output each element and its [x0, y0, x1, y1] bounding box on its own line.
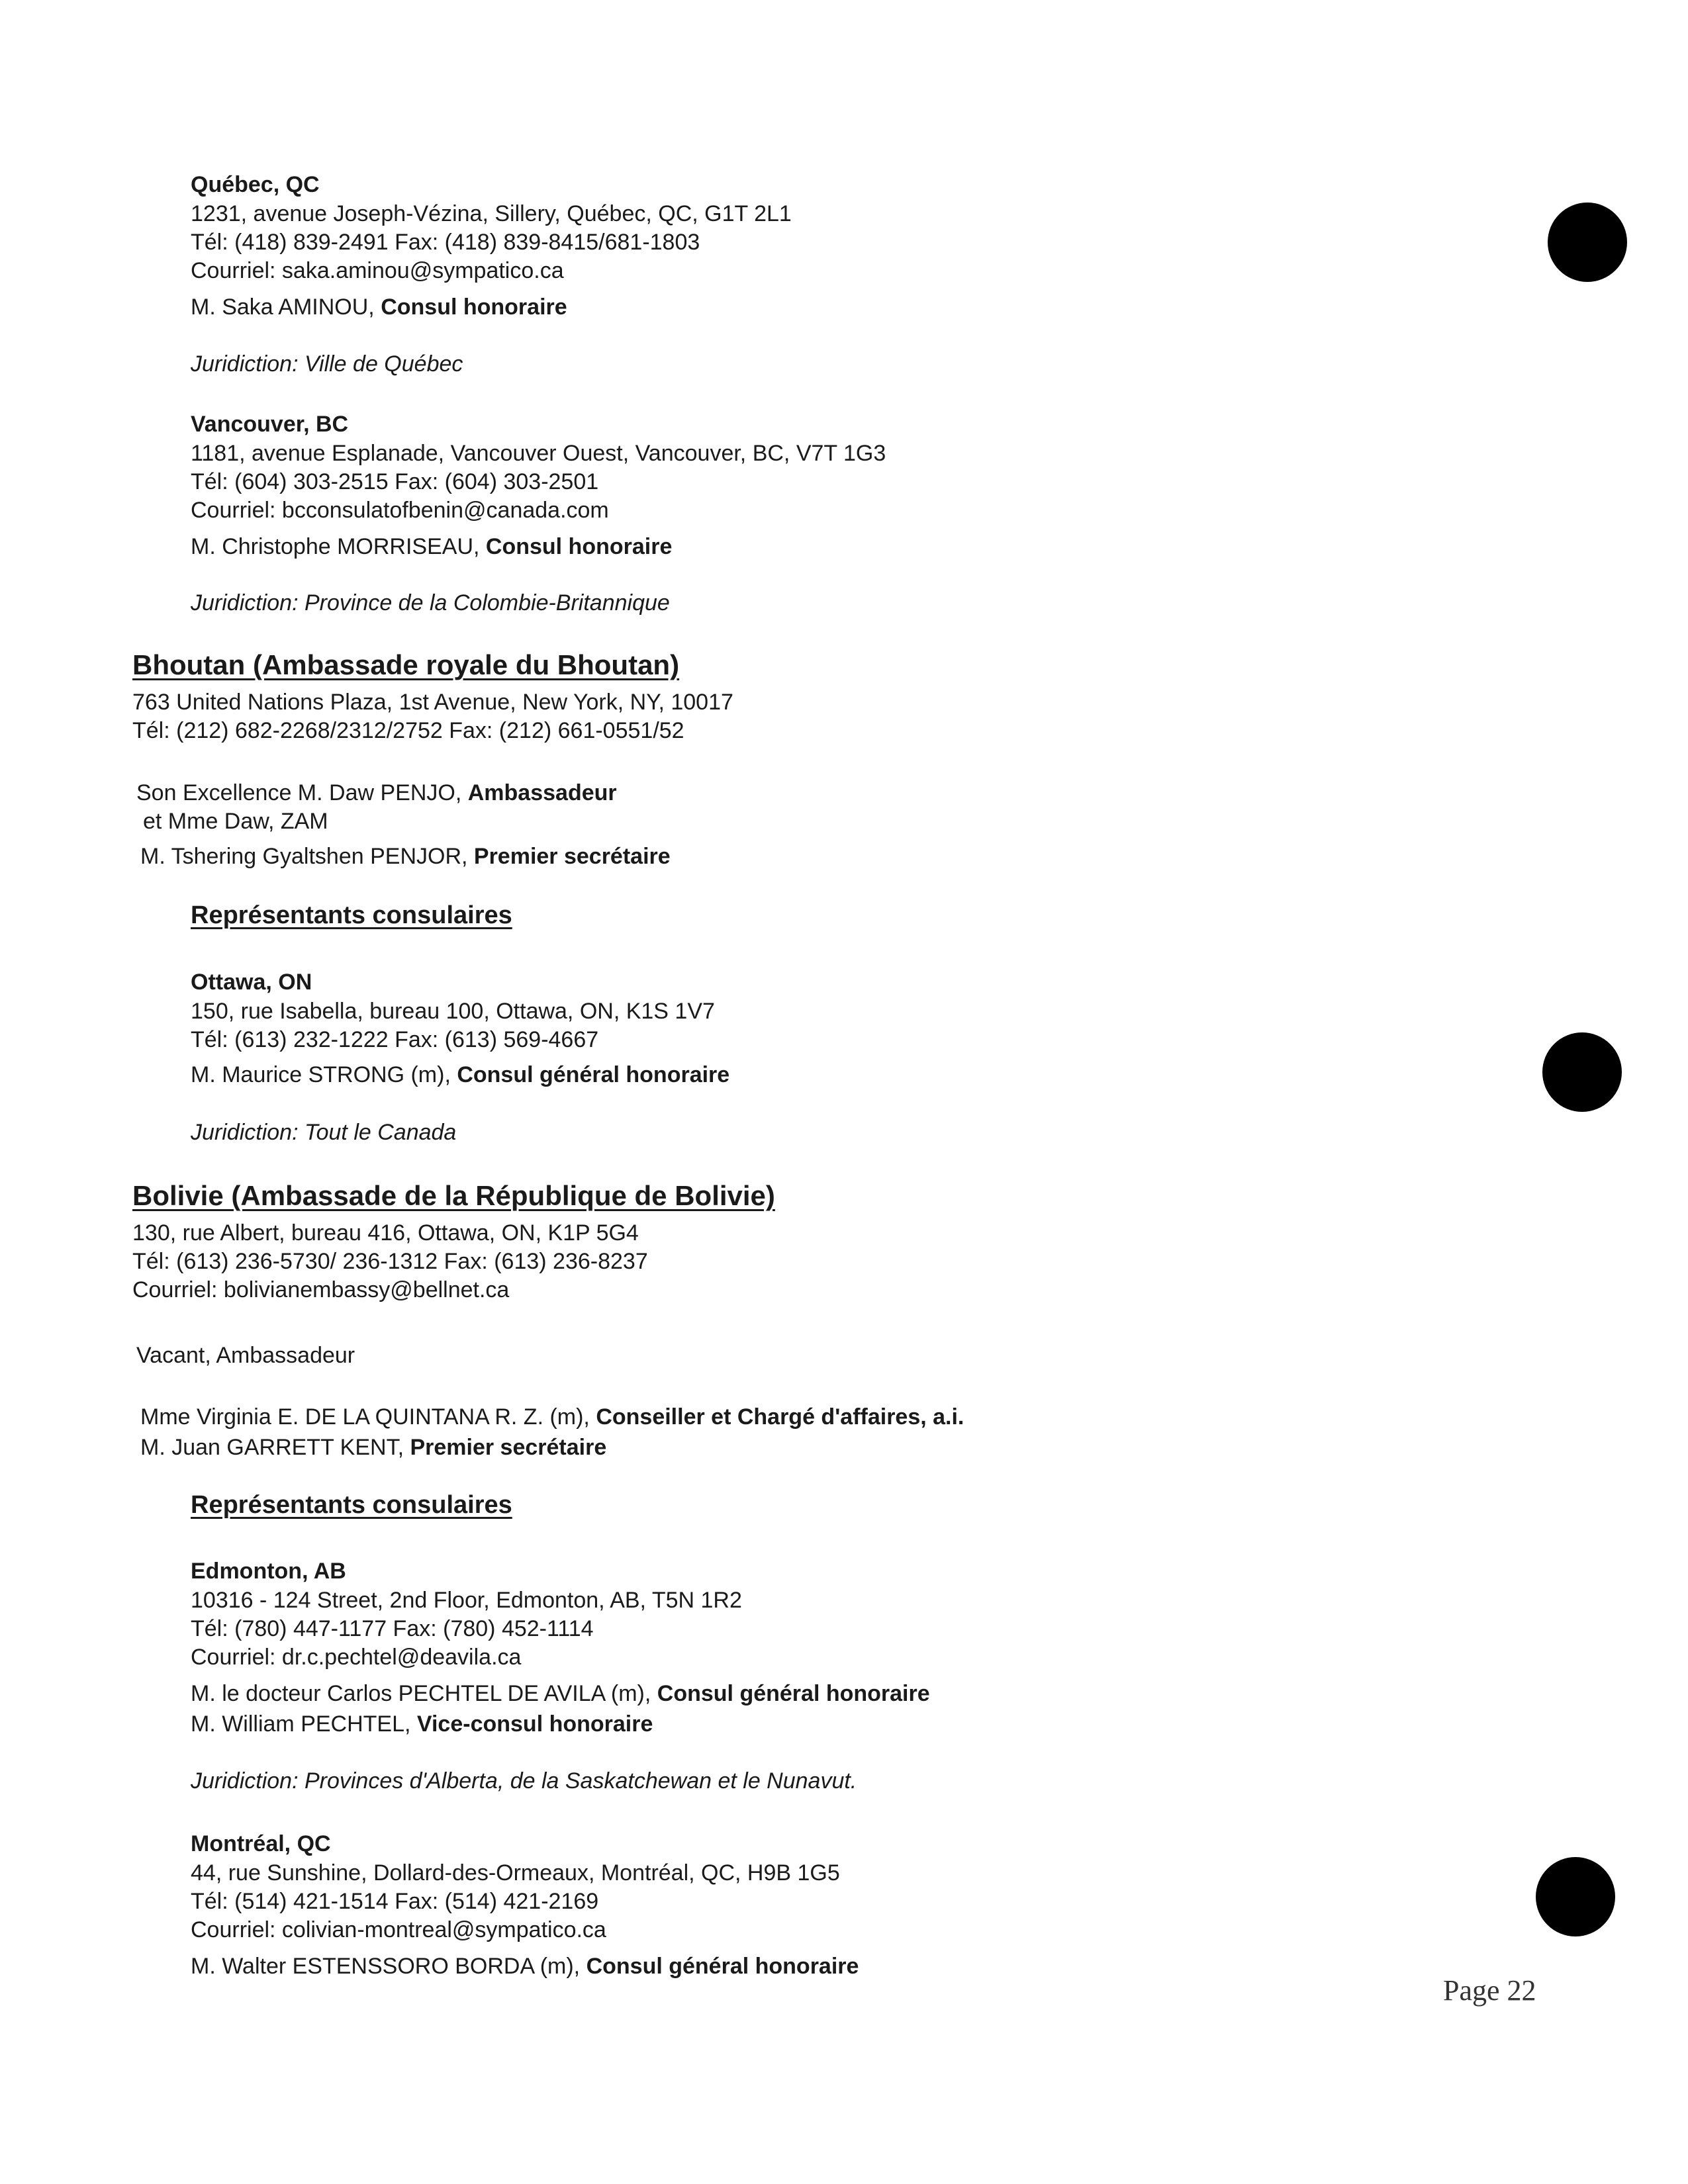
person-title: Consul général honoraire	[457, 1062, 730, 1087]
person-name: M. William PECHTEL,	[191, 1711, 417, 1737]
person-name: M. Maurice STRONG (m),	[191, 1062, 457, 1087]
ottawa-phone: Tél: (613) 232-1222 Fax: (613) 569-4667	[191, 1027, 599, 1052]
vancouver-address: 1181, avenue Esplanade, Vancouver Ouest, Vancouver, BC, V7T 1G3	[191, 441, 886, 466]
vancouver-phone: Tél: (604) 303-2515 Fax: (604) 303-2501	[191, 469, 599, 494]
bhoutan-staff-secretary	[140, 842, 671, 871]
quebec-email: Courriel: saka.aminou@sympatico.ca	[191, 258, 564, 283]
edmonton-person-vice-consul	[191, 1710, 653, 1739]
bhoutan-address: 763 United Nations Plaza, 1st Avenue, New York, NY, 10017	[132, 690, 733, 715]
staff-name: M. Tshering Gyaltshen PENJOR,	[140, 844, 474, 869]
ottawa-person	[191, 1061, 729, 1089]
montreal-phone: Tél: (514) 421-1514 Fax: (514) 421-2169	[191, 1889, 599, 1914]
vancouver-jurisdiction: Juridiction: Province de la Colombie-Britannique	[191, 590, 670, 615]
vancouver-person	[191, 533, 672, 561]
staff-title: Conseiller et Chargé d'affaires, a.i.	[596, 1404, 964, 1430]
page-number: Page 22	[1443, 1974, 1536, 2007]
staff-title: Premier secrétaire	[473, 844, 671, 869]
person-name: M. Saka AMINOU,	[191, 295, 381, 320]
edmonton-person-consul	[191, 1680, 930, 1708]
bolivie-email: Courriel: bolivianembassy@bellnet.ca	[132, 1277, 510, 1302]
staff-name: M. Juan GARRETT KENT,	[140, 1435, 410, 1460]
quebec-city: Québec, QC	[191, 172, 320, 197]
bolivie-staff-charge	[140, 1403, 964, 1432]
person-title: Consul général honoraire	[586, 1954, 859, 1979]
ottawa-address: 150, rue Isabella, bureau 100, Ottawa, ON, K1S 1V7	[191, 999, 715, 1024]
edmonton-jurisdiction: Juridiction: Provinces d'Alberta, de la Saskatchewan et le Nunavut.	[191, 1768, 857, 1794]
vancouver-email: Courriel: bcconsulatofbenin@canada.com	[191, 498, 609, 523]
montreal-email: Courriel: colivian-montreal@sympatico.ca	[191, 1917, 606, 1942]
person-name: M. Christophe MORRISEAU,	[191, 534, 486, 559]
punch-hole-bottom	[1536, 1857, 1615, 1936]
bolivie-vacant: Vacant, Ambassadeur	[136, 1343, 355, 1368]
quebec-jurisdiction: Juridiction: Ville de Québec	[191, 351, 463, 377]
bhoutan-heading: Bhoutan (Ambassade royale du Bhoutan)	[132, 649, 680, 680]
bolivie-phone: Tél: (613) 236-5730/ 236-1312 Fax: (613) 236-8237	[132, 1249, 648, 1274]
person-title: Consul général honoraire	[657, 1681, 930, 1706]
person-title: Vice-consul honoraire	[416, 1711, 653, 1737]
bolivie-consular-heading: Représentants consulaires	[191, 1491, 512, 1519]
montreal-address: 44, rue Sunshine, Dollard-des-Ormeaux, Montréal, QC, H9B 1G5	[191, 1860, 840, 1886]
montreal-city: Montréal, QC	[191, 1831, 331, 1856]
quebec-phone: Tél: (418) 839-2491 Fax: (418) 839-8415/681-1803	[191, 230, 700, 255]
bolivie-staff-secretary	[140, 1433, 606, 1462]
staff-name: Mme Virginia E. DE LA QUINTANA R. Z. (m),	[140, 1404, 596, 1430]
punch-hole-top	[1548, 203, 1627, 282]
quebec-person	[191, 293, 567, 322]
bhoutan-consular-heading: Représentants consulaires	[191, 901, 512, 929]
edmonton-email: Courriel: dr.c.pechtel@deavila.ca	[191, 1645, 522, 1670]
bhoutan-staff-ambassador	[136, 779, 617, 807]
montreal-person	[191, 1952, 859, 1981]
person-name: M. le docteur Carlos PECHTEL DE AVILA (m),	[191, 1681, 657, 1706]
bhoutan-phone: Tél: (212) 682-2268/2312/2752 Fax: (212) 661-0551/52	[132, 718, 684, 743]
staff-title: Ambassadeur	[467, 780, 617, 805]
ottawa-city: Ottawa, ON	[191, 970, 312, 995]
bolivie-address: 130, rue Albert, bureau 416, Ottawa, ON, K1P 5G4	[132, 1220, 639, 1246]
vancouver-city: Vancouver, BC	[191, 412, 349, 437]
person-name: M. Walter ESTENSSORO BORDA (m),	[191, 1954, 586, 1979]
punch-hole-middle	[1542, 1032, 1622, 1112]
person-title: Consul honoraire	[485, 534, 673, 559]
staff-title: Premier secrétaire	[410, 1435, 607, 1460]
bolivie-heading: Bolivie (Ambassade de la République de Bolivie)	[132, 1180, 775, 1211]
bhoutan-staff-spouse	[143, 807, 328, 836]
quebec-address: 1231, avenue Joseph-Vézina, Sillery, Québec, QC, G1T 2L1	[191, 201, 792, 226]
edmonton-city: Edmonton, AB	[191, 1559, 346, 1584]
edmonton-address: 10316 - 124 Street, 2nd Floor, Edmonton, AB, T5N 1R2	[191, 1588, 742, 1613]
staff-name: Son Excellence M. Daw PENJO,	[136, 780, 468, 805]
ottawa-jurisdiction: Juridiction: Tout le Canada	[191, 1120, 457, 1145]
edmonton-phone: Tél: (780) 447-1177 Fax: (780) 452-1114	[191, 1616, 594, 1641]
staff-name: et Mme Daw, ZAM	[143, 809, 328, 834]
person-title: Consul honoraire	[381, 295, 567, 320]
